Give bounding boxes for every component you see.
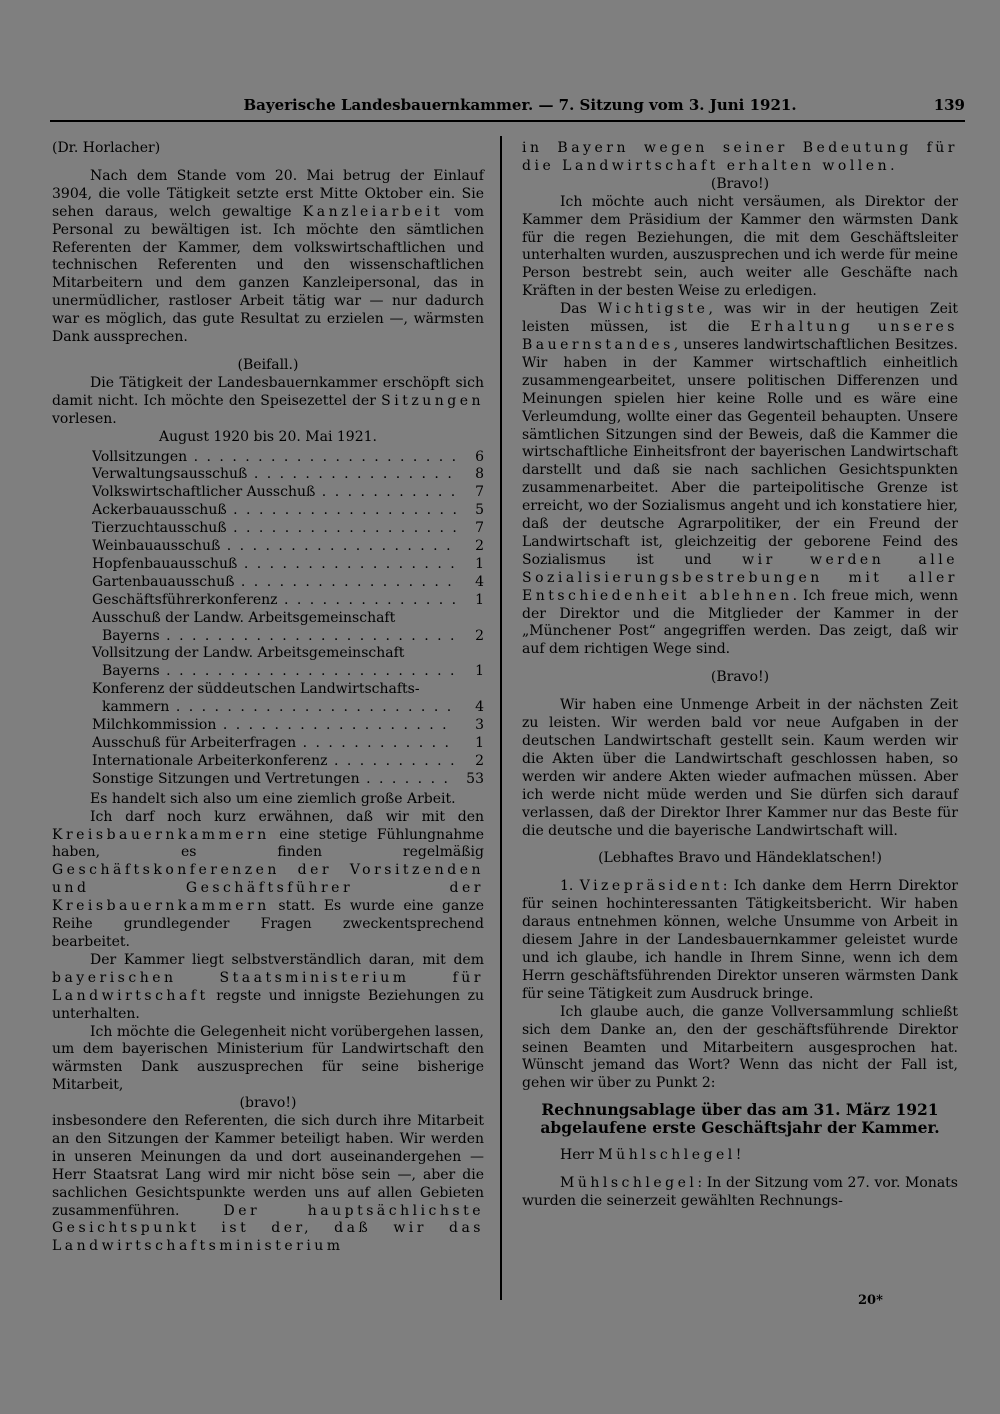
list-item: Ausschuß für Arbeiterfragen . . . 1 [92,735,484,753]
list-item: Konferenz der süddeutschen Landwirtschafts- kammern . . . 4 [92,681,484,717]
paragraph: in Bayern wegen seiner Bedeutung für die Landwirtschaft erhalten wollen. [522,140,958,174]
header-rule [50,120,965,122]
paragraph: Herr Mühlschlegel! [560,1147,742,1164]
right-column [522,140,958,1211]
paragraph: 1. Vizepräsident: Ich danke dem Herrn Direktor für seinen hochinteressanten Tätigkeitsbericht. Wir haben daraus entnehmen können, welche Unsumme von Arbeit in diesem Jahre in der Landesbauernkammer geleistet wurde und ich glaube, ich handle in Ihrem Sinne, wenn ich dem Herrn geschäftsführenden Direktor unseren wärmsten Dank für seine Tätigkeit zum Ausdruck bringe. [522,878,958,1002]
paragraph: Ich möchte die Gelegenheit nicht vorübergehen lassen, um dem bayerischen Ministerium für Landwirtschaft den wärmsten Dank auszusprechen für seine bisherige Mitarbeit, [52,1023,484,1094]
section-heading: Rechnungsablage über das am 31. März 1921 abgelaufene erste Geschäftsjahr der Kammer. [540,1100,940,1138]
running-title: Bayerische Landesbauernkammer. — 7. Sitzung vom 3. Juni 1921. [243,96,797,114]
list-item: Geschäftsführerkonferenz . . . 1 [92,592,484,610]
page-number: 139 [933,96,965,114]
list-item: Gartenbauausschuß . . . 4 [92,574,484,592]
signature-mark: 20* [858,1293,883,1308]
list-item: Internationale Arbeiterkonferenz . . . 2 [92,753,484,771]
paragraph: Das Wichtigste, was wir in der heutigen Zeit leisten müssen, ist die Erhaltung unseres Bauernstandes, unseres landwirtschaftlichen Besitzes. Wir haben in der Kammer wirtschaftlich einheitlich zusammengearbeitet, unsere politischen Differenzen und Meinungen spielen hier keine Rolle und es wäre eine Verleumdung, wollte einer das Gegenteil behaupten. Unsere sämtlichen Sitzungen sind der Beweis, daß die Kammer die wirtschaftliche Einheitsfront der bayerischen Landwirtschaft darstellt und daß sie nach sachlichen Gesichtspunkten zusammenarbeitet. Aber die parteipolitische Grenze ist erreicht, wo der Sozialismus angeht und ich konstatiere hier, daß der deutsche Agrarpolitiker, der ein Freund der Landwirtschaft ist, gleichzeitig der geborene Feind des Sozialismus ist und wir werden alle Sozialisierungsbestrebungen mit aller Entschiedenheit ablehnen. Ich freue mich, wenn der Direktor und die Mitglieder der Kammer in der „Münchener Post“ angegriffen werden. Das zeigt, daß wir auf dem richtigen Wege sind. [522,301,958,658]
list-item: Ausschuß der Landw. Arbeitsgemeinschaft Bayerns . . . 2 [92,610,484,646]
list-item: Tierzuchtausschuß . . . 7 [92,520,484,538]
list-item: Weinbauausschuß . . . 2 [92,538,484,556]
list-item: Milchkommission . . . 3 [92,717,484,735]
paragraph: insbesondere den Referenten, die sich durch ihre Mitarbeit an den Sitzungen der Kammer beteiligt haben. Wir werden in unseren Meinungen da und dort auseinandergehen — Herr Staatsrat Lang wird mir nicht böse sein —, aber die sachlichen Gesichtspunkte werden uns auf allen Gebieten zusammenführen. Der hauptsächlichste Gesichtspunkt ist der, daß wir das Landwirtschaftsministerium [52,1113,484,1255]
paragraph: Ich darf noch kurz erwähnen, daß wir mit den Kreisbauernkammern eine stetige Fühlungnahme haben, es finden regelmäßig Geschäftskonferenzen der Vorsitzenden und Geschäftsführer der Kreisbauernkammern statt. Es wurde eine ganze Reihe grundlegender Fragen zweckentsprechend bearbeitet. [52,808,484,950]
interjection: (Bravo!) [710,175,770,192]
paragraph: Ich glaube auch, die ganze Vollversammlung schließt sich dem Danke an, den der geschäftsführende Direktor seinen Beamten und Mitarbeitern ausgesprochen hat. Wünscht jemand das Wort? Wenn das nicht der Fall ist, gehen wir über zu Punkt 2: [522,1003,958,1092]
interjection: (Lebhaftes Bravo und Händeklatschen!) [598,850,882,867]
paragraph: Wir haben eine Unmenge Arbeit in der nächsten Zeit zu leisten. Wir werden bald vor neue Aufgaben in der deutschen Landwirtschaft gestellt sein. Kaum werden wir die Akten über die Landwirtschaft geschlossen haben, so werden wir andere Akten wieder aufmachen müssen. Aber ich werde nicht müde werden und Sie dürfen sich darauf verlassen, daß der Direktor Ihrer Kammer nur das Beste für die deutsche und die bayerische Landwirtschaft will. [522,697,958,839]
list-item: Verwaltungsausschuß . . . 8 [92,466,484,484]
paragraph: Der Kammer liegt selbstverständlich daran, mit dem bayerischen Staatsministerium für Landwirtschaft regste und innigste Beziehungen zu unterhalten. [52,951,484,1022]
paragraph: Die Tätigkeit der Landesbauernkammer erschöpft sich damit nicht. Ich möchte den Speisezettel der Sitzungen vorlesen. [52,374,484,427]
sessions-list [92,449,484,789]
column-divider [500,136,502,1300]
interjection: (Beifall.) [237,356,299,373]
period-heading: August 1920 bis 20. Mai 1921. [159,428,377,445]
interjection: (bravo!) [239,1095,297,1112]
paragraph: Nach dem Stande vom 20. Mai betrug der Einlauf 3904, die volle Tätigkeit setzte erst Mitte Oktober ein. Sie sehen daraus, welch gewaltige Kanzleiarbeit vom Personal zu bewältigen ist. Ich möchte den sämtlichen Referenten der Kammer, dem volkswirtschaftlichen und technischen Referenten und den wissenschaftlichen Mitarbeitern und dem ganzen Kanzleipersonal, das in unermüdlicher, rastloser Arbeit tätig war — nur dadurch war es möglich, das gute Resultat zu erzielen —, wärmsten Dank aussprechen. [52,167,484,346]
paragraph: Ich möchte auch nicht versäumen, als Direktor der Kammer dem Präsidium der Kammer den wärmsten Dank für die regen Beziehungen, die mit dem Geschäftsleiter unterhalten wurden, auszusprechen und ich werde für meine Person bestrebt sein, auch weiter alle Geschäfte nach Kräften in der besten Weise zu erledigen. [522,193,958,300]
paragraph: Mühlschlegel: In der Sitzung vom 27. vor. Monats wurden die seinerzeit gewählten Rechnungs- [522,1175,958,1210]
interjection: (Bravo!) [710,669,770,686]
list-item: Vollsitzungen . . . 6 [92,449,484,467]
list-item: Vollsitzung der Landw. Arbeitsgemeinschaft Bayerns . . . 1 [92,645,484,681]
list-item: Volkswirtschaftlicher Ausschuß . . . 7 [92,484,484,502]
list-item: Hopfenbauausschuß . . . 1 [92,556,484,574]
list-item: Sonstige Sitzungen und Vertretungen . . . 53 [92,771,484,789]
page-header [0,96,1000,120]
speaker-label: (Dr. Horlacher) [52,140,161,156]
paragraph: Es handelt sich also um eine ziemlich große Arbeit. [90,790,456,807]
left-column [52,140,484,1256]
list-item: Ackerbauausschuß . . . 5 [92,502,484,520]
